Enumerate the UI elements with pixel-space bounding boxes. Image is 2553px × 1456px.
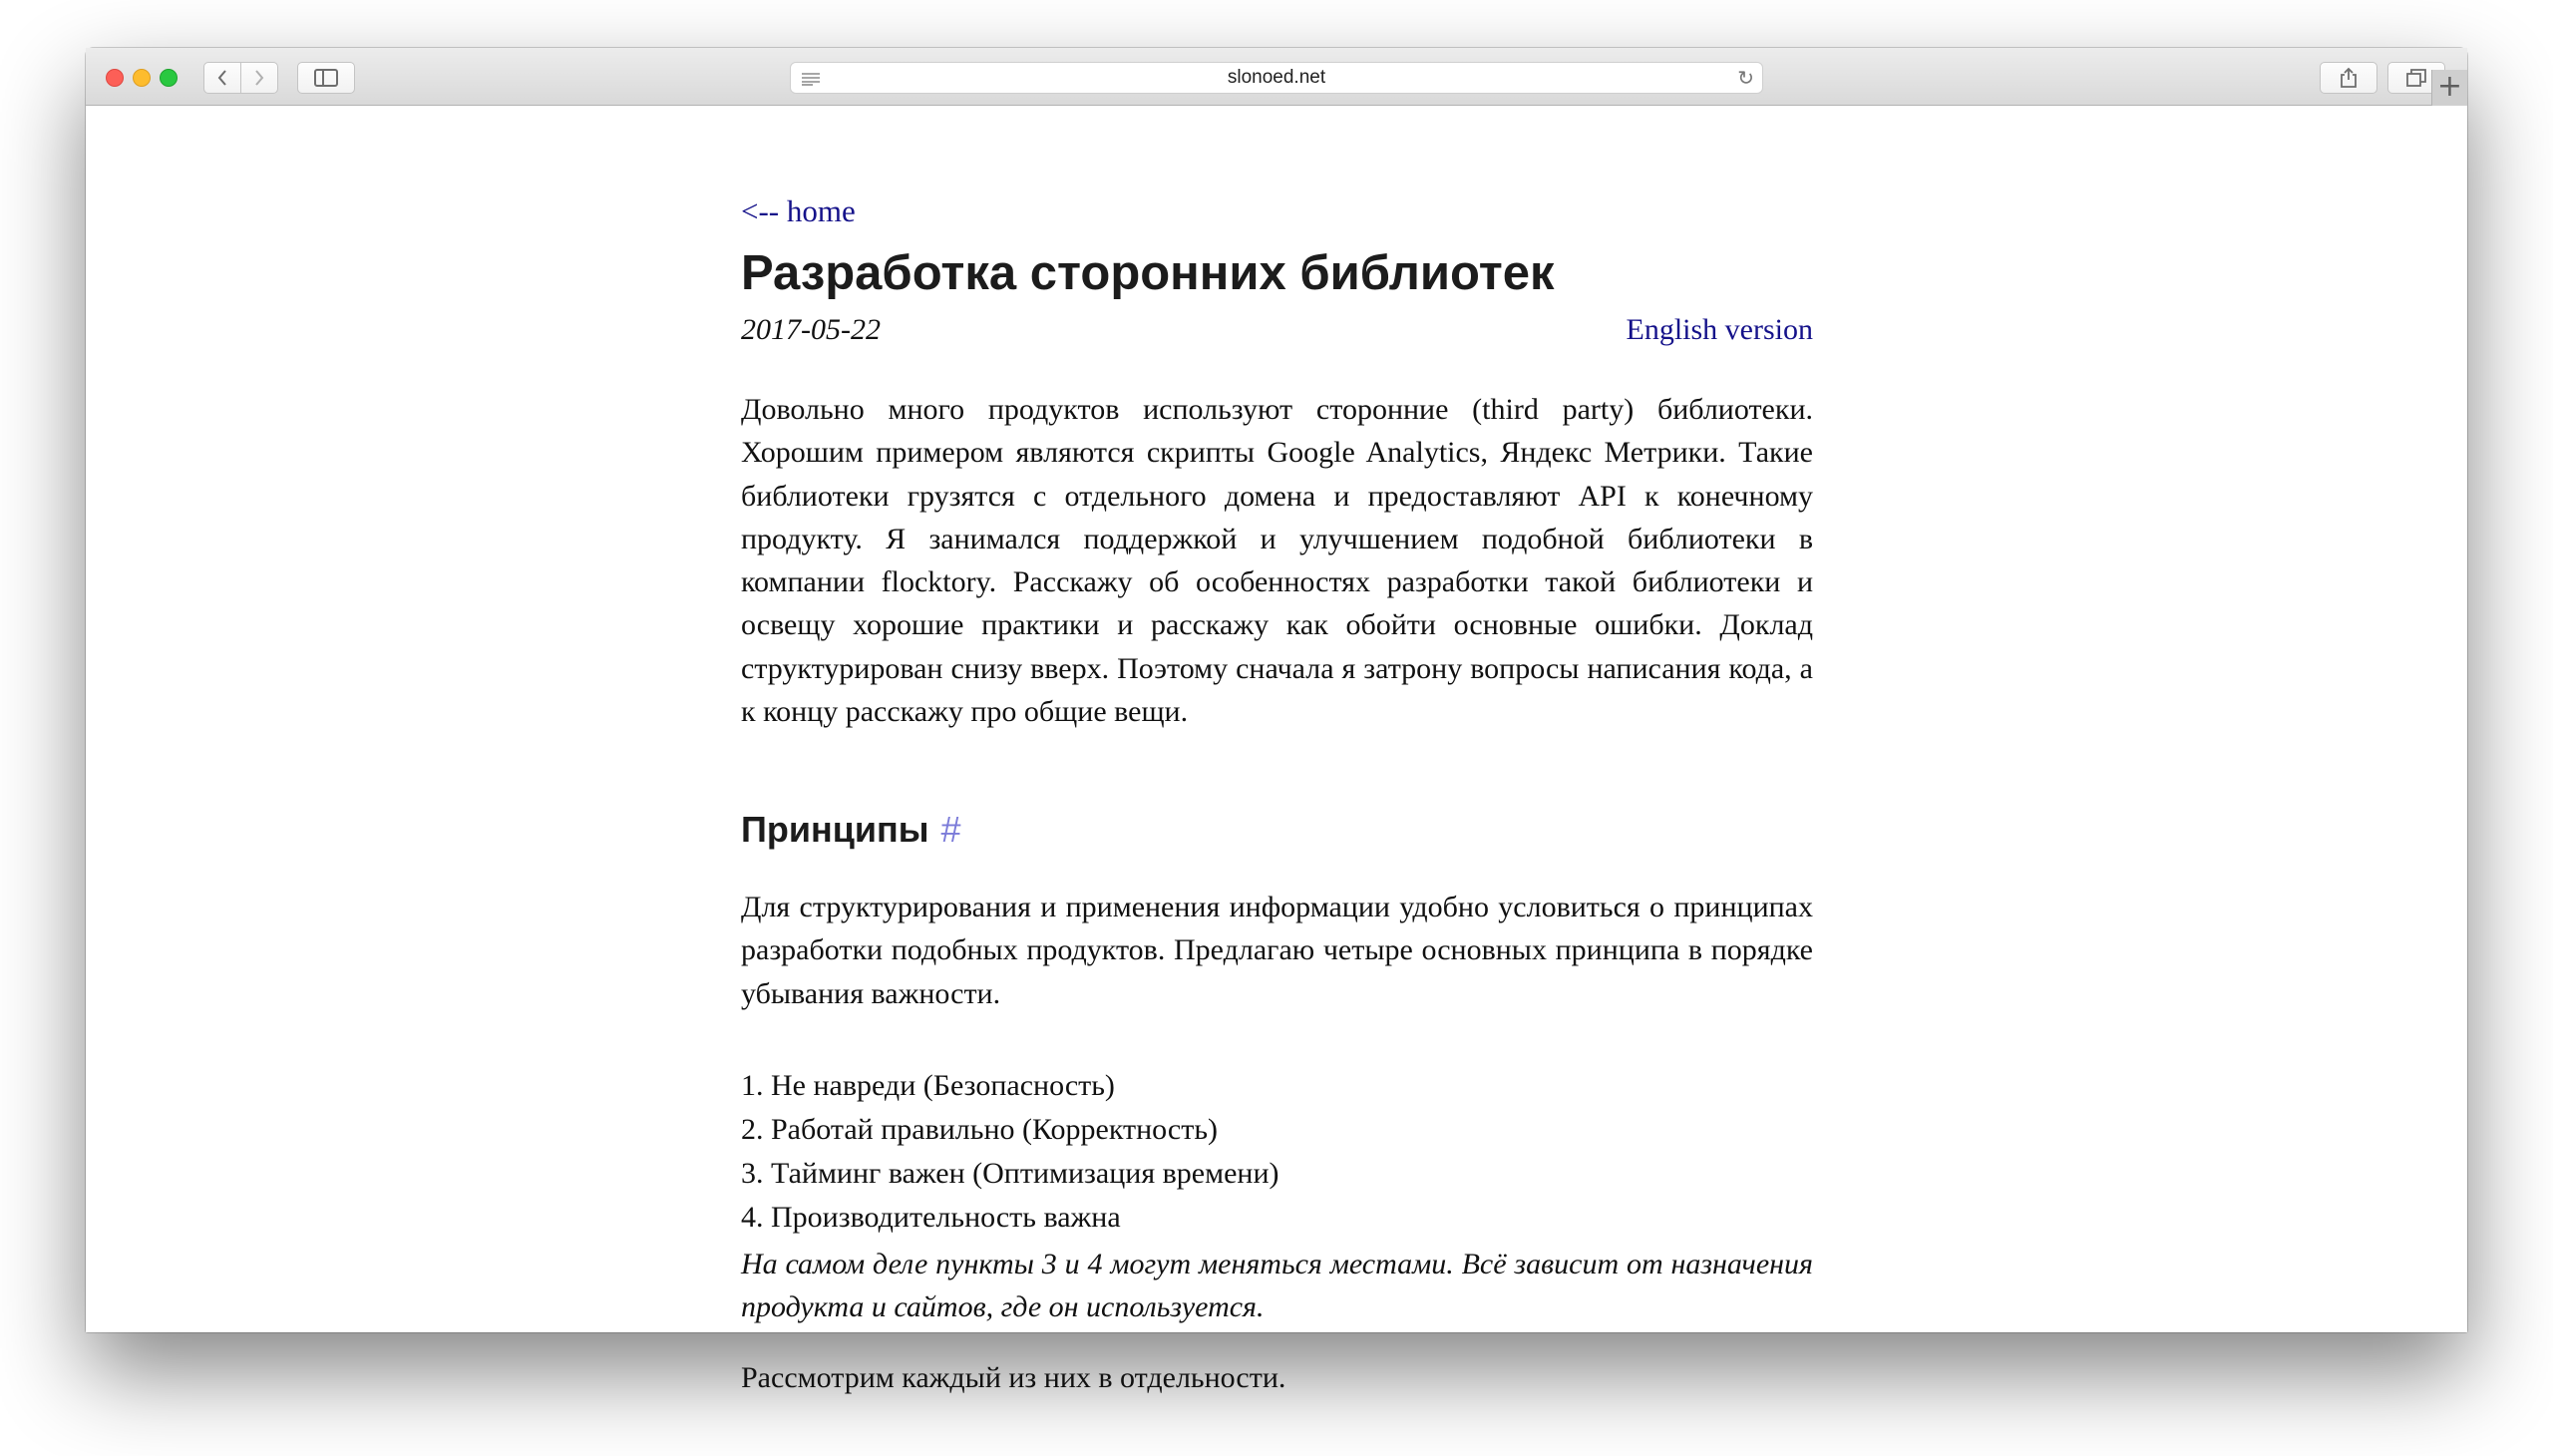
back-button[interactable] — [203, 62, 241, 94]
closing-paragraph: Рассмотрим каждый из них в отдельности. — [741, 1361, 1286, 1394]
principles-list — [741, 1064, 1279, 1240]
browser-window — [86, 48, 2467, 1394]
chevron-left-icon — [216, 69, 228, 87]
section-anchor-link[interactable]: # — [940, 809, 961, 850]
page-title: Разработка сторонних библиотек — [741, 246, 1555, 300]
section-heading-text: Принципы — [741, 809, 929, 850]
address-bar[interactable] — [790, 62, 1763, 94]
list-item: 1. Не навреди (Безопасность) — [741, 1069, 1115, 1102]
post-date: 2017-05-22 — [741, 313, 881, 346]
home-link[interactable]: <-- home — [741, 193, 856, 228]
share-button[interactable] — [2320, 62, 2377, 94]
share-icon — [2340, 67, 2358, 89]
zoom-window-button[interactable] — [160, 69, 178, 87]
close-window-button[interactable] — [106, 69, 124, 87]
principles-paragraph: Для структурирования и применения информации удобно условиться о принципах разработки подобных продуктов. Предлагаю четыре основных принципа в порядке убывания важности. — [741, 891, 1813, 1010]
english-version-link[interactable]: English version — [1626, 313, 1813, 346]
intro-paragraph: Довольно много продуктов используют сторонние (third party) библиотеки. Хорошим примером являются скрипты Google Analytics, Яндекс Метрики. Такие библиотеки грузятся с отдельного домена и предоставляют API к конечному продукту. Я занимался поддержкой и улучшением подобной библиотеки в компании flocktory. Расскажу об особенностях разработки такой библиотеки и освещу хорошие практики и расскажу как обойти основные ошибки. Доклад структурирован снизу вверх. Поэтому сначала я затрону вопросы написания кода, а к концу расскажу про общие вещи. — [741, 393, 1813, 729]
plus-icon: + — [2436, 69, 2463, 104]
tabs-icon — [2406, 69, 2426, 87]
browser-toolbar — [86, 48, 2467, 106]
page-content — [86, 106, 2467, 1394]
forward-button[interactable] — [240, 62, 278, 94]
list-item: 3. Тайминг важен (Оптимизация времени) — [741, 1157, 1279, 1190]
chevron-right-icon — [253, 69, 265, 87]
url-text: slonoed.net — [1227, 67, 1326, 88]
new-tab-button[interactable] — [2431, 70, 2467, 106]
sidebar-toggle-button[interactable] — [297, 62, 355, 94]
list-item: 4. Производительность важна — [741, 1201, 1121, 1234]
minimize-window-button[interactable] — [133, 69, 151, 87]
sidebar-icon — [314, 69, 338, 87]
reload-icon[interactable]: ↻ — [1737, 66, 1754, 90]
list-item: 2. Работай правильно (Корректность) — [741, 1113, 1219, 1146]
section-heading-principles — [741, 809, 961, 851]
note-paragraph: На самом деле пункты 3 и 4 могут меняться местами. Всё зависит от назначения продукта и сайтов, где он используется. — [741, 1248, 1813, 1324]
